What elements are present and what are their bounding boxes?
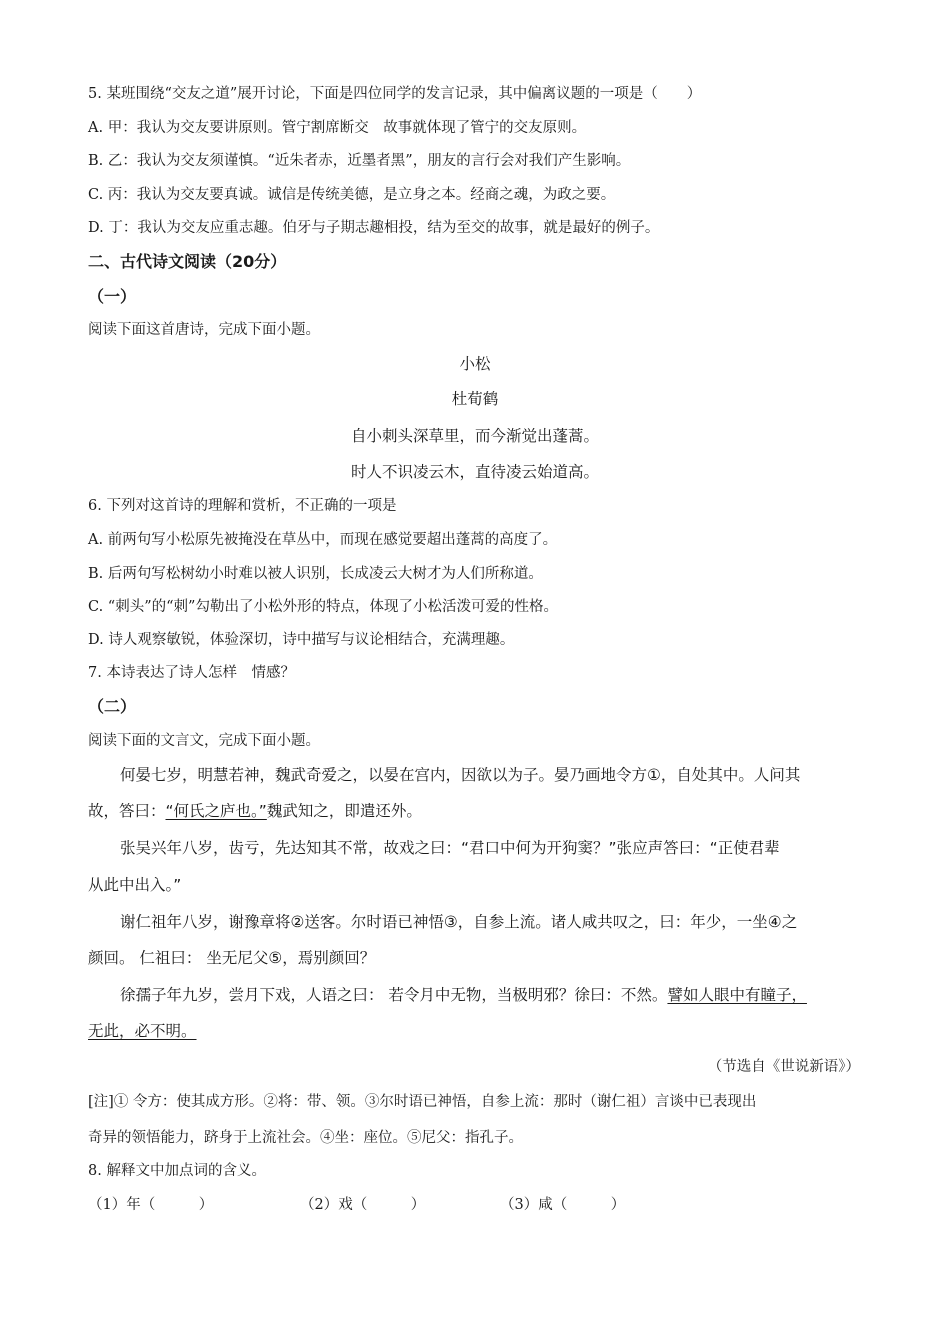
part1-label: （一） [88, 287, 137, 306]
q5-option-d: D. 丁：我认为交友应重志趣。伯牙与子期志趣相投，结为至交的故事，就是最好的例子。 [88, 220, 660, 236]
passage-p1-line2 [88, 799, 422, 821]
q5-option-c: C. 丙：我认为交友要真诚。诚信是传统美德，是立身之本。经商之魂，为政之要。 [88, 187, 616, 203]
passage-p1-underlined: “何氏之庐也。” [165, 802, 267, 820]
passage-p3-line2: 颜回。 仁祖曰： 坐无尼父⑤，焉别颜回？ [88, 949, 376, 967]
poem-author: 杜荀鹤 [451, 390, 499, 408]
q5-option-a: A. 甲：我认为交友要讲原则。管宁割席断交 故事就体现了管宁的交友原则。 [88, 120, 587, 136]
notes-line2: 奇异的领悟能力，跻身于上流社会。④坐：座位。⑤尼父：指孔子。 [88, 1130, 523, 1146]
passage-p4-underlined-1: 譬如人眼中有瞳子， [667, 986, 807, 1004]
q8-stem: 8. 解释文中加点词的含义。 [88, 1163, 266, 1179]
passage-p1-text-a: 故，答曰： [88, 802, 166, 820]
q6-option-a: A. 前两句写小松原先被掩没在草丛中，而现在感觉要超出蓬蒿的高度了。 [88, 532, 558, 548]
q8-item-3: （3）咸（ ） [500, 1197, 626, 1213]
passage-p4-line1 [120, 983, 807, 1005]
poem-line-1: 自小刺头深草里，而今渐觉出蓬蒿。 [350, 427, 599, 445]
passage-p1-line1: 何晏七岁，明慧若神，魏武奇爱之，以晏在宫内，因欲以为子。晏乃画地令方①，自处其中。人问其 [120, 766, 801, 784]
passage-p4-line2 [88, 1019, 197, 1041]
passage-p4-underlined-2: 无此，必不明。 [88, 1022, 197, 1040]
passage-source: （节选自《世说新语》） [707, 1059, 860, 1075]
notes-line1: [注]① 令方：使其成方形。②将：带、领。③尔时语已神悟，自参上流：那时（谢仁祖）言谈中已表现出 [88, 1094, 757, 1110]
part2-label: （二） [88, 697, 137, 716]
section-heading: 二、古代诗文阅读（20分） [88, 252, 287, 271]
q5-option-b: B. 乙：我认为交友须谨慎。“近朱者赤，近墨者黑”，朋友的言行会对我们产生影响。 [88, 153, 631, 169]
part1-instruction: 阅读下面这首唐诗，完成下面小题。 [88, 322, 320, 338]
q6-option-b: B. 后两句写松树幼小时难以被人识别，长成凌云大树才为人们所称道。 [88, 566, 543, 582]
q7-stem: 7. 本诗表达了诗人怎样 情感？ [88, 665, 295, 681]
q6-option-d: D. 诗人观察敏锐，体验深切，诗中描写与议论相结合，充满理趣。 [88, 632, 515, 648]
q8-item-2: （2）戏（ ） [300, 1197, 426, 1213]
poem-line-2: 时人不识凌云木，直待凌云始道高。 [350, 463, 599, 481]
q5-stem: 5. 某班围绕“交友之道”展开讨论，下面是四位同学的发言记录，其中偏离议题的一项是（ ） [88, 86, 702, 102]
passage-p3-line1: 谢仁祖年八岁，谢豫章将②送客。尔时语已神悟③，自参上流。诸人咸共叹之，曰：年少，一坐④之 [120, 913, 798, 931]
passage-p1-text-b: 魏武知之，即遣还外。 [266, 802, 422, 820]
poem-title: 小松 [459, 355, 491, 373]
q6-stem: 6. 下列对这首诗的理解和赏析，不正确的一项是 [88, 498, 397, 514]
passage-p4-text-a: 徐孺子年九岁，尝月下戏，人语之曰： 若令月中无物，当极明邪？徐曰：不然。 [120, 986, 668, 1004]
passage-p2-line1: 张吴兴年八岁，齿亏，先达知其不常，故戏之曰：“君口中何为开狗窦？”张应声答曰：“正使君辈 [120, 839, 780, 857]
q8-item-1: （1）年（ ） [88, 1197, 214, 1213]
part2-instruction: 阅读下面的文言文，完成下面小题。 [88, 733, 320, 749]
q6-option-c: C. “刺头”的“刺”勾勒出了小松外形的特点，体现了小松活泼可爱的性格。 [88, 599, 558, 615]
passage-p2-line2: 从此中出入。” [88, 876, 182, 894]
